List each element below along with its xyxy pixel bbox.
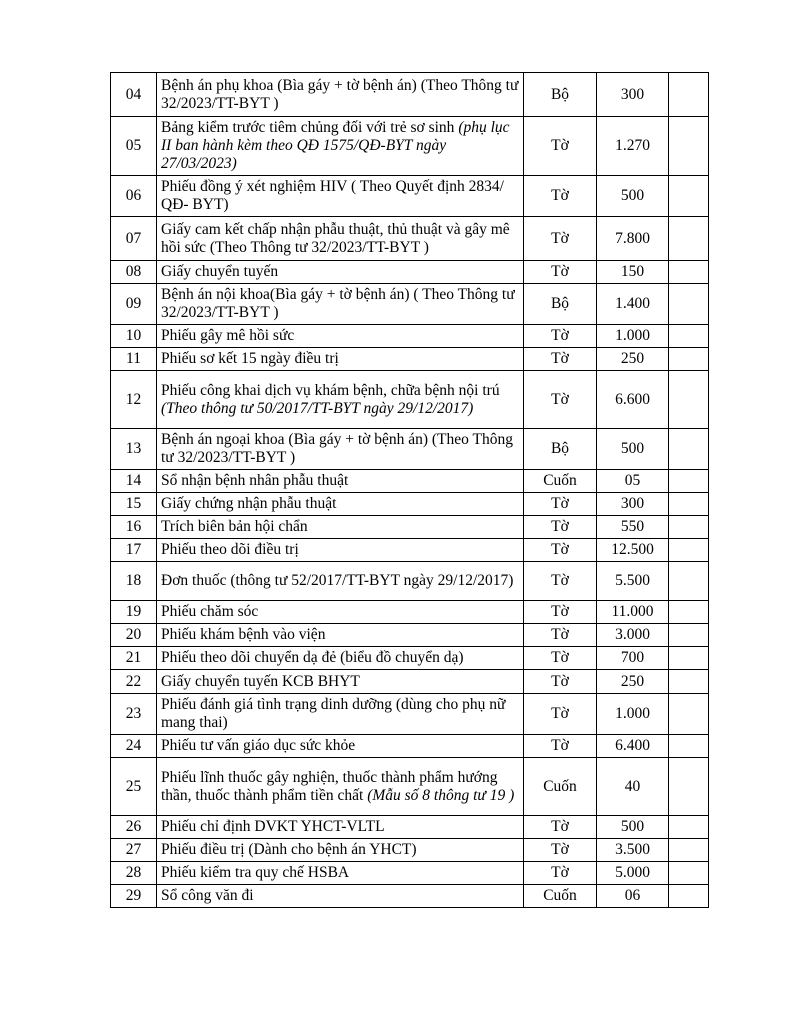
unit-cell: Bộ bbox=[524, 73, 597, 117]
item-name-cell bbox=[157, 284, 524, 325]
item-name: Giấy chuyển tuyến KCB BHYT bbox=[161, 672, 360, 690]
row-number: 22 bbox=[111, 670, 157, 694]
table-row bbox=[111, 562, 709, 601]
quantity-cell: 1.270 bbox=[597, 117, 669, 176]
quantity-cell: 500 bbox=[597, 429, 669, 470]
unit-cell: Bộ bbox=[524, 429, 597, 470]
notes-cell bbox=[669, 429, 709, 470]
row-number: 09 bbox=[111, 284, 157, 325]
table-row bbox=[111, 885, 709, 908]
quantity-cell: 6.600 bbox=[597, 371, 669, 429]
row-number: 26 bbox=[111, 816, 157, 839]
unit-cell: Tờ bbox=[524, 647, 597, 670]
notes-cell bbox=[669, 694, 709, 735]
item-name: Sổ công văn đi bbox=[161, 887, 254, 904]
table-row bbox=[111, 839, 709, 862]
table-row bbox=[111, 217, 709, 261]
quantity-cell: 150 bbox=[597, 261, 669, 284]
item-name-cell bbox=[157, 839, 524, 862]
unit-cell: Tờ bbox=[524, 371, 597, 429]
item-name-cell bbox=[157, 176, 524, 217]
quantity-cell: 7.800 bbox=[597, 217, 669, 261]
table-row bbox=[111, 176, 709, 217]
unit-cell: Tờ bbox=[524, 516, 597, 539]
row-number: 18 bbox=[111, 562, 157, 601]
unit-cell: Tờ bbox=[524, 493, 597, 516]
quantity-cell: 12.500 bbox=[597, 539, 669, 562]
unit-cell: Tờ bbox=[524, 839, 597, 862]
quantity-cell: 250 bbox=[597, 348, 669, 371]
notes-cell bbox=[669, 562, 709, 601]
unit-cell: Tờ bbox=[524, 624, 597, 647]
table-row bbox=[111, 862, 709, 885]
notes-cell bbox=[669, 348, 709, 371]
unit-cell: Tờ bbox=[524, 217, 597, 261]
item-name: Phiếu chỉ định DVKT YHCT-VLTL bbox=[161, 818, 385, 835]
unit-cell: Cuốn bbox=[524, 470, 597, 493]
notes-cell bbox=[669, 670, 709, 694]
item-name: Phiếu đánh giá tình trạng dinh dưỡng (dùng cho phụ nữ mang thai) bbox=[161, 696, 506, 731]
quantity-cell: 700 bbox=[597, 647, 669, 670]
item-name: Phiếu tư vấn giáo dục sức khỏe bbox=[161, 737, 356, 754]
item-name-cell bbox=[157, 862, 524, 885]
table-row bbox=[111, 539, 709, 562]
item-name: Phiếu theo dõi điều trị bbox=[161, 541, 299, 558]
item-name: Bảng kiểm trước tiêm chủng đối với trẻ sơ sinh bbox=[161, 119, 455, 136]
row-number: 10 bbox=[111, 325, 157, 348]
notes-cell bbox=[669, 539, 709, 562]
row-number: 24 bbox=[111, 735, 157, 758]
notes-cell bbox=[669, 371, 709, 429]
quantity-cell: 06 bbox=[597, 885, 669, 908]
quantity-cell: 300 bbox=[597, 493, 669, 516]
notes-cell bbox=[669, 117, 709, 176]
notes-cell bbox=[669, 176, 709, 217]
table-row bbox=[111, 735, 709, 758]
item-name: Bệnh án phụ khoa (Bìa gáy + tờ bệnh án) (Theo Thông tư 32/2023/TT-BYT ) bbox=[161, 76, 519, 112]
unit-cell: Bộ bbox=[524, 284, 597, 325]
row-number: 29 bbox=[111, 885, 157, 908]
table-row bbox=[111, 371, 709, 429]
table-row bbox=[111, 758, 709, 816]
unit-cell: Tờ bbox=[524, 176, 597, 217]
row-number: 04 bbox=[111, 73, 157, 117]
quantity-cell: 40 bbox=[597, 758, 669, 816]
row-number: 07 bbox=[111, 217, 157, 261]
item-note: (Mẫu số 8 thông tư 19 ) bbox=[367, 786, 515, 804]
item-name: Phiếu kiểm tra quy chế HSBA bbox=[161, 864, 350, 881]
table-row bbox=[111, 516, 709, 539]
unit-cell: Tờ bbox=[524, 261, 597, 284]
table-row bbox=[111, 694, 709, 735]
unit-cell: Tờ bbox=[524, 601, 597, 624]
item-name-cell bbox=[157, 516, 524, 539]
item-name: Đơn thuốc (thông tư 52/2017/TT-BYT ngày 29/12/2017) bbox=[161, 572, 514, 589]
row-number: 11 bbox=[111, 348, 157, 371]
notes-cell bbox=[669, 647, 709, 670]
table-body bbox=[111, 73, 709, 908]
unit-cell: Tờ bbox=[524, 348, 597, 371]
unit-cell: Tờ bbox=[524, 562, 597, 601]
item-name: Phiếu gây mê hồi sức bbox=[161, 327, 295, 344]
item-name: Sổ nhận bệnh nhân phẫu thuật bbox=[161, 472, 349, 489]
row-number: 28 bbox=[111, 862, 157, 885]
row-number: 16 bbox=[111, 516, 157, 539]
notes-cell bbox=[669, 624, 709, 647]
quantity-cell: 3.500 bbox=[597, 839, 669, 862]
quantity-cell: 11.000 bbox=[597, 601, 669, 624]
item-name-cell bbox=[157, 562, 524, 601]
notes-cell bbox=[669, 816, 709, 839]
supplies-table bbox=[110, 72, 709, 908]
quantity-cell: 1.000 bbox=[597, 325, 669, 348]
quantity-cell: 500 bbox=[597, 176, 669, 217]
unit-cell: Tờ bbox=[524, 735, 597, 758]
quantity-cell: 550 bbox=[597, 516, 669, 539]
unit-cell: Tờ bbox=[524, 816, 597, 839]
quantity-cell: 1.000 bbox=[597, 694, 669, 735]
notes-cell bbox=[669, 73, 709, 117]
table-row bbox=[111, 73, 709, 117]
item-name: Phiếu theo dõi chuyển dạ đẻ (biểu đồ chuyển dạ) bbox=[161, 649, 464, 666]
item-name: Phiếu khám bệnh vào viện bbox=[161, 626, 326, 643]
item-name-cell bbox=[157, 261, 524, 284]
item-name-cell bbox=[157, 816, 524, 839]
unit-cell: Tờ bbox=[524, 325, 597, 348]
item-name-cell bbox=[157, 73, 524, 117]
notes-cell bbox=[669, 470, 709, 493]
item-name-cell bbox=[157, 694, 524, 735]
item-note: (Theo thông tư 50/2017/TT-BYT ngày 29/12/2017) bbox=[161, 399, 474, 417]
item-name-cell bbox=[157, 348, 524, 371]
table-row bbox=[111, 470, 709, 493]
table-row bbox=[111, 816, 709, 839]
table-row bbox=[111, 493, 709, 516]
notes-cell bbox=[669, 839, 709, 862]
notes-cell bbox=[669, 217, 709, 261]
notes-cell bbox=[669, 325, 709, 348]
unit-cell: Tờ bbox=[524, 694, 597, 735]
row-number: 12 bbox=[111, 371, 157, 429]
table-row bbox=[111, 284, 709, 325]
item-name: Phiếu sơ kết 15 ngày điều trị bbox=[161, 350, 339, 367]
item-name: Trích biên bản hội chẩn bbox=[161, 518, 308, 535]
row-number: 06 bbox=[111, 176, 157, 217]
notes-cell bbox=[669, 885, 709, 908]
notes-cell bbox=[669, 601, 709, 624]
table-row bbox=[111, 348, 709, 371]
item-name: Bệnh án ngoại khoa (Bìa gáy + tờ bệnh án) (Theo Thông tư 32/2023/TT-BYT ) bbox=[161, 431, 513, 466]
item-name: Bệnh án nội khoa(Bìa gáy + tờ bệnh án) ( Theo Thông tư 32/2023/TT-BYT ) bbox=[161, 286, 515, 321]
table-row bbox=[111, 624, 709, 647]
item-name-cell bbox=[157, 670, 524, 694]
table-row bbox=[111, 601, 709, 624]
item-name-cell bbox=[157, 325, 524, 348]
notes-cell bbox=[669, 493, 709, 516]
item-name: Phiếu chăm sóc bbox=[161, 603, 259, 620]
row-number: 13 bbox=[111, 429, 157, 470]
row-number: 14 bbox=[111, 470, 157, 493]
item-name: Phiếu đồng ý xét nghiệm HIV ( Theo Quyết định 2834/ QĐ- BYT) bbox=[161, 178, 504, 213]
unit-cell: Tờ bbox=[524, 670, 597, 694]
quantity-cell: 3.000 bbox=[597, 624, 669, 647]
item-name-cell bbox=[157, 493, 524, 516]
row-number: 17 bbox=[111, 539, 157, 562]
table-row bbox=[111, 670, 709, 694]
notes-cell bbox=[669, 758, 709, 816]
notes-cell bbox=[669, 862, 709, 885]
row-number: 21 bbox=[111, 647, 157, 670]
item-name: Phiếu công khai dịch vụ khám bệnh, chữa bệnh nội trú bbox=[161, 381, 500, 399]
item-note: (phụ lục II ban hành kèm theo QĐ 1575/QĐ-BYT ngày 27/03/2023) bbox=[161, 119, 510, 172]
item-name-cell bbox=[157, 601, 524, 624]
item-name: Giấy chuyển tuyến bbox=[161, 263, 279, 280]
row-number: 20 bbox=[111, 624, 157, 647]
row-number: 27 bbox=[111, 839, 157, 862]
item-name: Giấy chứng nhận phẫu thuật bbox=[161, 495, 337, 512]
quantity-cell: 5.000 bbox=[597, 862, 669, 885]
item-name-cell bbox=[157, 647, 524, 670]
quantity-cell: 1.400 bbox=[597, 284, 669, 325]
quantity-cell: 500 bbox=[597, 816, 669, 839]
item-name-cell bbox=[157, 758, 524, 816]
quantity-cell: 300 bbox=[597, 73, 669, 117]
item-name-cell bbox=[157, 470, 524, 493]
table-row bbox=[111, 117, 709, 176]
table-row bbox=[111, 429, 709, 470]
item-name: Phiếu điều trị (Dành cho bệnh án YHCT) bbox=[161, 841, 417, 858]
notes-cell bbox=[669, 284, 709, 325]
item-name-cell bbox=[157, 539, 524, 562]
item-name-cell bbox=[157, 429, 524, 470]
unit-cell: Cuốn bbox=[524, 758, 597, 816]
item-name-cell bbox=[157, 735, 524, 758]
quantity-cell: 05 bbox=[597, 470, 669, 493]
row-number: 08 bbox=[111, 261, 157, 284]
item-name-cell bbox=[157, 885, 524, 908]
notes-cell bbox=[669, 516, 709, 539]
quantity-cell: 250 bbox=[597, 670, 669, 694]
row-number: 15 bbox=[111, 493, 157, 516]
row-number: 05 bbox=[111, 117, 157, 176]
item-name: Phiếu lĩnh thuốc gây nghiện, thuốc thành phẩm hướng thần, thuốc thành phẩm tiền chất bbox=[161, 768, 498, 804]
table-row bbox=[111, 325, 709, 348]
row-number: 25 bbox=[111, 758, 157, 816]
row-number: 19 bbox=[111, 601, 157, 624]
table-row bbox=[111, 647, 709, 670]
row-number: 23 bbox=[111, 694, 157, 735]
unit-cell: Cuốn bbox=[524, 885, 597, 908]
unit-cell: Tờ bbox=[524, 117, 597, 176]
table-row bbox=[111, 261, 709, 284]
notes-cell bbox=[669, 735, 709, 758]
unit-cell: Tờ bbox=[524, 862, 597, 885]
quantity-cell: 6.400 bbox=[597, 735, 669, 758]
item-name-cell bbox=[157, 371, 524, 429]
item-name-cell bbox=[157, 624, 524, 647]
quantity-cell: 5.500 bbox=[597, 562, 669, 601]
item-name-cell bbox=[157, 217, 524, 261]
notes-cell bbox=[669, 261, 709, 284]
item-name-cell bbox=[157, 117, 524, 176]
unit-cell: Tờ bbox=[524, 539, 597, 562]
item-name: Giấy cam kết chấp nhận phẫu thuật, thủ thuật và gây mê hồi sức (Theo Thông tư 32/2023/TT-BYT ) bbox=[161, 220, 510, 256]
